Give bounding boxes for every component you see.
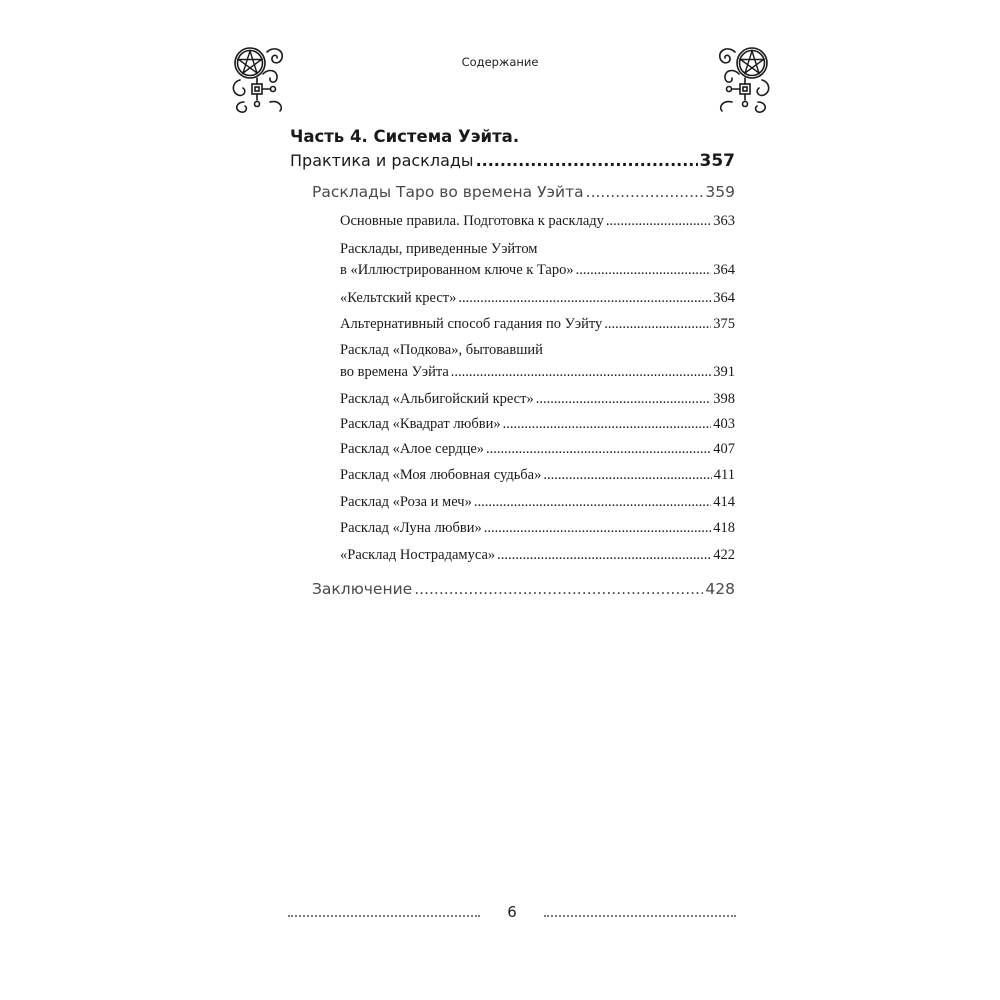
dot-leader [586,183,704,201]
dot-leader [604,316,711,333]
toc-page-number: 422 [713,547,735,563]
toc-item-label: «Расклад Нострадамуса» [340,547,496,563]
page-footer [288,903,736,927]
toc-item-entry[interactable] [340,391,735,408]
toc-item-label: Расклад «Роза и меч» [340,494,472,510]
toc-page-number: 407 [713,441,735,457]
toc-item-entry[interactable] [340,520,735,537]
dot-leader [484,520,711,537]
dot-leader [458,290,711,307]
toc-item-label-line1: Расклад «Подкова», бытовавший [340,342,543,358]
toc-page-number: 375 [713,316,735,332]
toc-item-label: Основные правила. Подготовка к раскладу [340,213,604,229]
toc-item-label: Альтернативный способ гадания по Уэйту [340,316,603,332]
dot-leader [576,262,712,279]
toc-page-number: 398 [713,391,735,407]
toc-page-number: 403 [713,416,735,432]
toc-item-label: в «Иллюстрированном ключе к Таро» [340,262,574,278]
toc-chapter-entry[interactable] [312,183,735,201]
dot-leader [451,364,711,381]
page-number: 6 [507,903,517,921]
part-title: Часть 4. Система Уэйта. [290,127,520,146]
toc-item-label: Расклад «Альбигойский крест» [340,391,534,407]
toc-item-entry[interactable] [340,213,735,230]
toc-item-label: Расклад «Алое сердце» [340,441,485,457]
toc-item-label-line1: Расклады, приведенные Уэйтом [340,241,538,257]
toc-item-entry[interactable] [340,262,735,279]
toc-page-number: 363 [713,213,735,229]
dot-leader [486,441,711,458]
toc-item-entry[interactable] [340,494,735,511]
toc-item-entry[interactable] [340,364,735,381]
dot-leader [476,151,698,170]
dot-leader [536,391,712,408]
toc-page-number: 414 [713,494,735,510]
toc-item-label: Расклад «Квадрат любви» [340,416,501,432]
toc-item-label: во времена Уэйта [340,364,449,380]
toc-item-entry[interactable] [340,416,735,433]
toc-item-entry[interactable] [340,316,735,333]
toc-page-number: 359 [705,183,735,201]
toc-part-entry[interactable] [290,151,735,171]
toc-page-number: 364 [713,262,735,278]
toc-page-number: 411 [713,467,735,483]
dot-leader [414,580,703,598]
toc-chapter-label: Заключение [312,580,413,598]
dot-leader [497,547,711,564]
dot-leader [543,467,711,484]
toc-page-number: 364 [713,290,735,306]
toc-page-number: 391 [713,364,735,380]
toc-page-number: 418 [713,520,735,536]
toc-item-entry[interactable] [340,467,735,484]
running-head: Содержание [461,55,539,69]
toc-item-entry[interactable] [340,290,735,307]
toc-chapter-label: Расклады Таро во времена Уэйта [312,183,584,201]
toc-item-label: «Кельтский крест» [340,290,457,306]
dot-leader [503,416,712,433]
toc-chapter-entry[interactable] [312,580,735,598]
toc-part-label: Практика и расклады [290,151,474,170]
toc-page-number: 428 [705,580,735,598]
toc-page-number: 357 [699,151,735,171]
toc-item-entry[interactable] [340,547,735,564]
dot-leader [474,494,711,511]
toc-item-entry[interactable] [340,441,735,458]
dot-leader [606,213,711,230]
footer-dotted-rule [544,915,736,917]
toc-item-label: Расклад «Луна любви» [340,520,482,536]
toc-item-label: Расклад «Моя любовная судьба» [340,467,542,483]
